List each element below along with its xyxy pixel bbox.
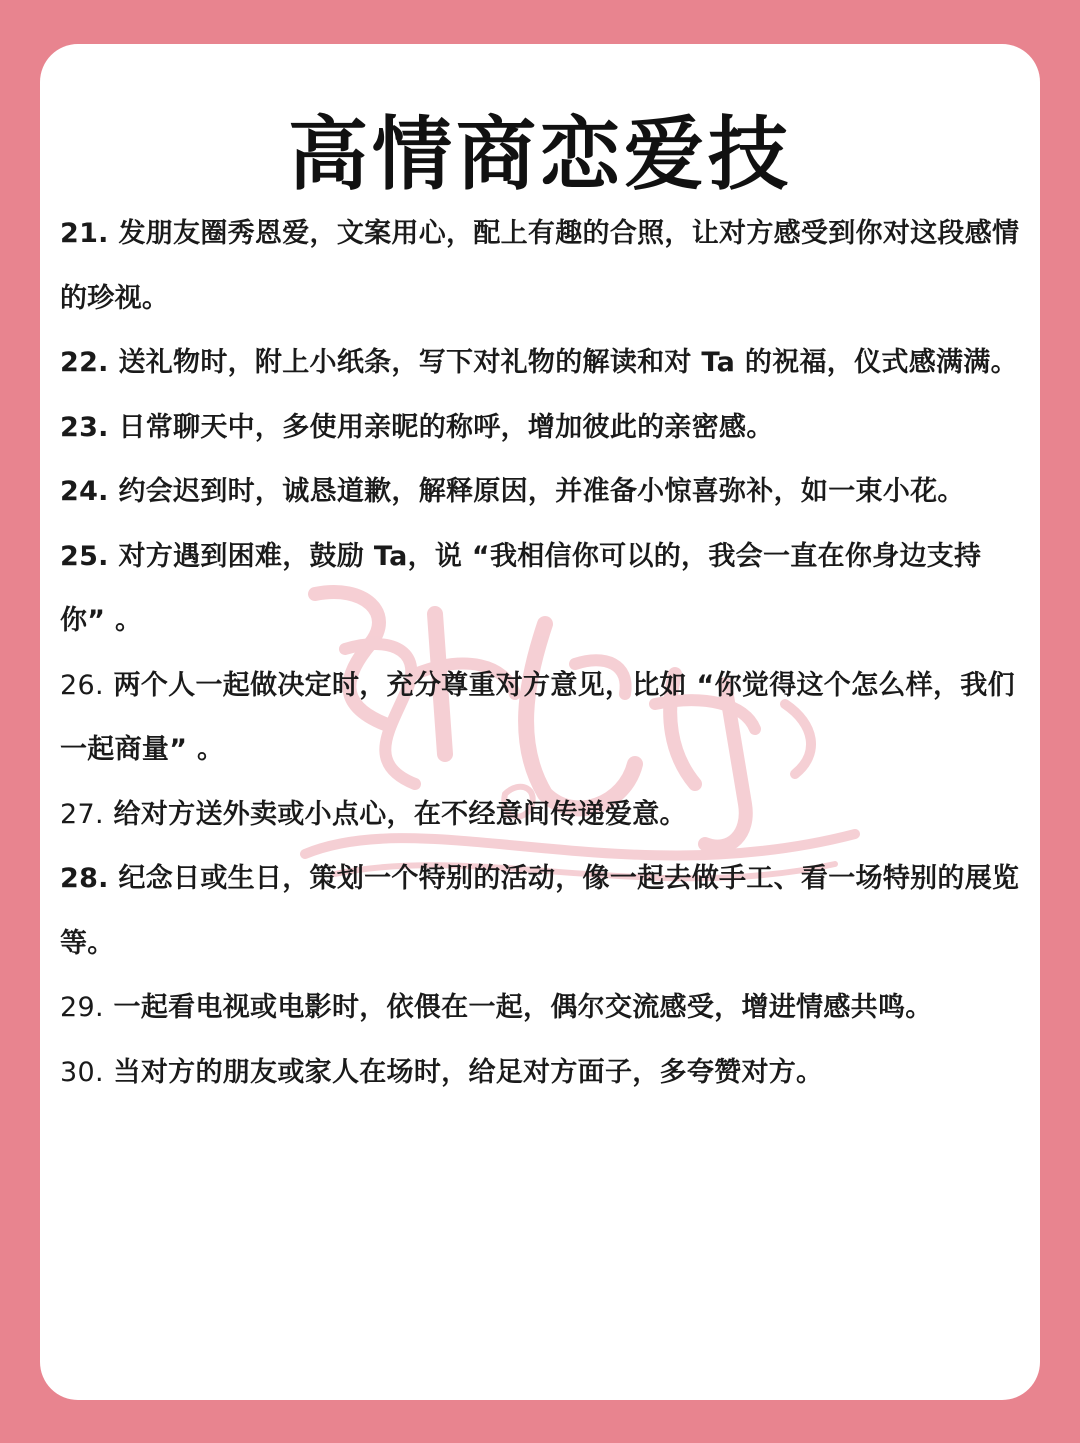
page-title: 高情商恋爱技 xyxy=(288,107,792,201)
list-item xyxy=(60,460,1020,525)
list-item xyxy=(60,783,1020,848)
item-text: 给对方送外卖或小点心，在不经意间传递爱意。 xyxy=(113,798,687,830)
list-item xyxy=(60,654,1020,783)
list-item xyxy=(60,847,1020,976)
item-text: 发朋友圈秀恩爱，文案用心，配上有趣的合照，让对方感受到你对这段感情的珍视。 xyxy=(60,218,1020,314)
item-number: 29. xyxy=(60,992,104,1023)
item-number: 21. xyxy=(60,218,109,249)
item-number: 24. xyxy=(60,476,109,507)
item-text: 约会迟到时，诚恳道歉，解释原因，并准备小惊喜弥补，如一束小花。 xyxy=(118,476,965,507)
item-number: 23. xyxy=(60,411,109,443)
item-number: 25. xyxy=(60,540,109,572)
item-text: 纪念日或生日，策划一个特别的活动，像一起去做手工、看一场特别的展览等。 xyxy=(60,863,1020,959)
item-number: 30. xyxy=(60,1056,104,1088)
item-text: 一起看电视或电影时，依偎在一起，偶尔交流感受，增进情感共鸣。 xyxy=(113,992,933,1023)
item-number: 27. xyxy=(60,798,104,830)
item-text: 对方遇到困难，鼓励 Ta，说 “我相信你可以的，我会一直在你身边支持你” 。 xyxy=(60,540,982,636)
item-text: 两个人一起做决定时，充分尊重对方意见，比如 “你觉得这个怎么样，我们一起商量” 。 xyxy=(60,669,1015,765)
list-item xyxy=(60,1041,1020,1106)
item-text: 送礼物时，附上小纸条，写下对礼物的解读和对 Ta 的祝福，仪式感满满。 xyxy=(118,347,1018,378)
item-text: 日常聊天中，多使用亲昵的称呼，增加彼此的亲密感。 xyxy=(118,411,774,443)
list-item xyxy=(60,396,1020,461)
list-item xyxy=(60,976,1020,1041)
item-number: 28. xyxy=(60,863,109,894)
item-text: 当对方的朋友或家人在场时，给足对方面子，多夸赞对方。 xyxy=(113,1056,824,1088)
tips-list xyxy=(60,202,1020,1105)
item-number: 26. xyxy=(60,669,104,701)
list-item xyxy=(60,202,1020,331)
item-number: 22. xyxy=(60,347,109,378)
list-item xyxy=(60,525,1020,654)
content-card xyxy=(40,44,1040,1400)
list-item xyxy=(60,331,1020,396)
